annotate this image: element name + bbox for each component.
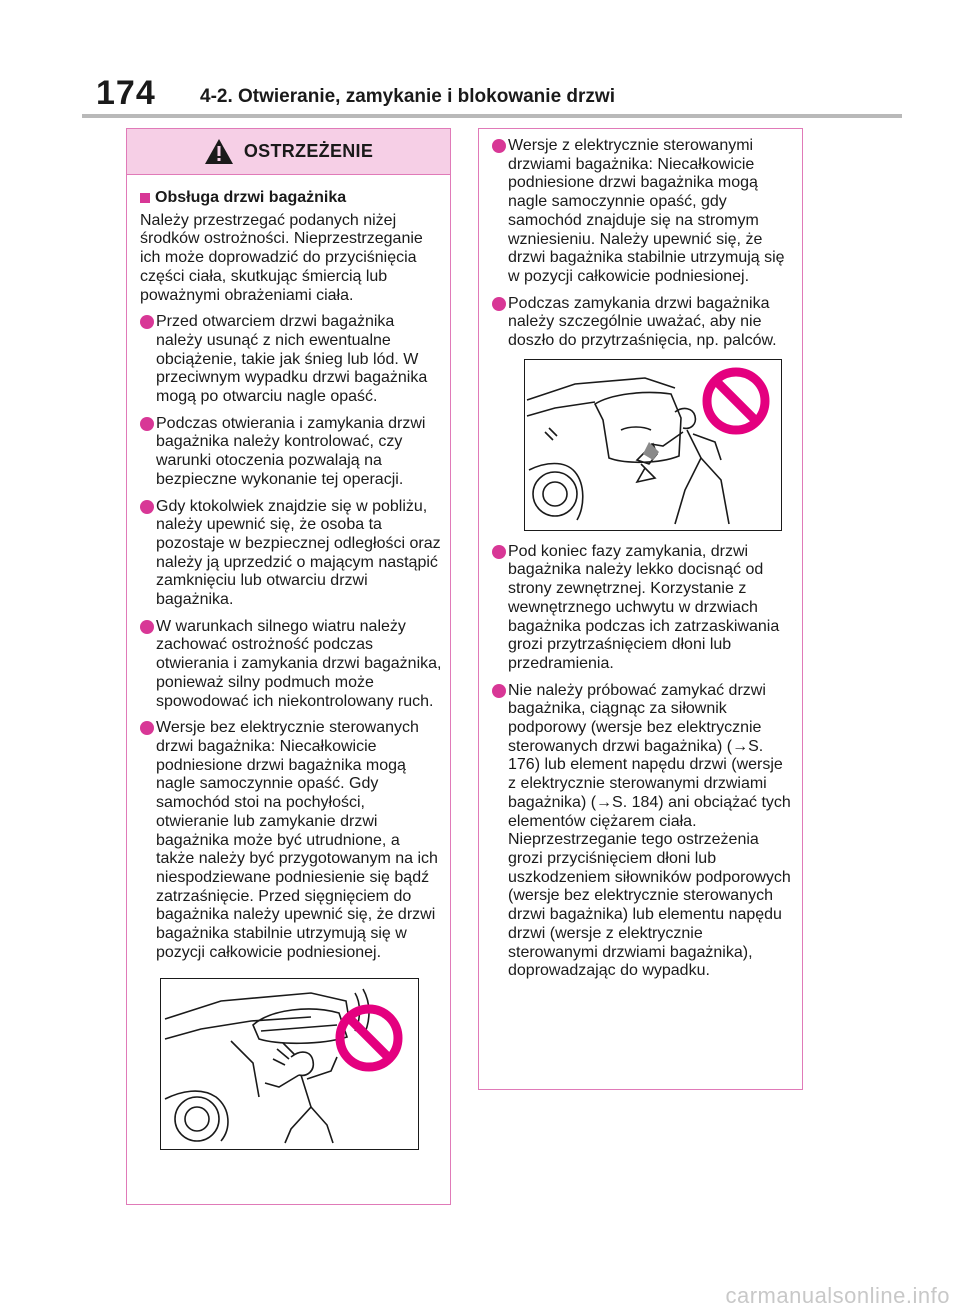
bullet-dot-icon xyxy=(140,315,154,329)
list-item-text: Podczas otwierania i zamykania drzwi bagażnika należy kontrolować, czy warunki otoczenia pozwalają na bezpieczne wykonanie tej operacji. xyxy=(156,414,426,488)
header-rule xyxy=(82,114,902,118)
bullet-dot-icon xyxy=(492,139,506,153)
list-item-text: Nie należy próbować zamykać drzwi bagażnika, ciągnąc za siłownik podporowy (wersje bez elektrycznie sterowanych drzwi bagażnika) (→S. 176) lub element napędu drzwi (wersje z elektrycznie sterowanymi drzwiami bagażnika) (→S. 184) ani obciążać tych elementów ciężarem ciała. Nieprzestrzeganie tego ostrzeżenia grozi przyciśnięciem dłoni lub uszkodzeniem siłowników podporowych (wersje bez elektrycznie sterowanych drzwi bagażnika) lub elementu napędu drzwi (wersje z elektrycznie sterowanymi drzwiami bagażnika), doprowadzając do wypadku. xyxy=(508,681,791,980)
prohibited-icon xyxy=(334,1003,404,1073)
watermark: carmanualsonline.info xyxy=(725,1283,950,1308)
warning-section-title xyxy=(140,189,442,208)
list-item xyxy=(140,313,442,407)
illustration-tailgate-head xyxy=(160,978,419,1150)
list-item-text: W warunkach silnego wiatru należy zachować ostrożność podczas otwierania i zamykania drzwi bagażnika, ponieważ silny podmuch może spowodować ich niekontrolowany ruch. xyxy=(156,617,442,710)
section-header-title: 4-2. Otwieranie, zamykanie i blokowanie drzwi xyxy=(200,86,615,107)
bullet-dot-icon xyxy=(140,500,154,514)
warning-box-left xyxy=(126,128,451,1205)
warning-box-right xyxy=(478,128,803,1090)
list-item-text: Pod koniec fazy zamykania, drzwi bagażnika należy lekko docisnąć od strony zewnętrznej. Korzystanie z wewnętrznego uchwytu w drzwiach bagażnika podczas ich zatrzaskiwania grozi przytrzaśnięciem dłoni lub przedramienia. xyxy=(508,542,780,672)
list-item xyxy=(492,682,794,981)
warning-triangle-icon xyxy=(204,138,234,165)
bullet-dot-icon xyxy=(140,417,154,431)
square-bullet-icon xyxy=(140,193,150,203)
list-item-text: Przed otwarciem drzwi bagażnika należy usunąć z nich ewentualne obciążenie, takie jak śnieg lub lód. W przeciwnym wypadku drzwi bagażnika mogą po otwarciu nagle opaść. xyxy=(156,313,428,406)
list-item xyxy=(492,543,794,674)
bullet-dot-icon xyxy=(140,721,154,735)
warning-content-right xyxy=(479,129,802,981)
page-number: 174 xyxy=(96,74,156,112)
list-item xyxy=(140,498,442,610)
list-item xyxy=(140,719,442,962)
list-item-text: Wersje bez elektrycznie sterowanych drzwi bagażnika: Niecałkowicie podniesione drzwi bagażnika mogą nagle samoczynnie opaść. Gdy samochód stoi na pochyłości, otwieranie lub zamykanie drzwi bagażnika może być utrudnione, a także należy być przygotowanym na ich niespodziewane podniesienie się bądź zatrzaśnięcie. Przed sięgnięciem do bagażnika należy upewnić się, że drzwi bagażnika stabilnie utrzymują się w pozycji całkowicie podniesionej. xyxy=(156,719,438,961)
prohibited-icon xyxy=(701,366,771,436)
warning-content-left xyxy=(127,175,450,1150)
bullet-dot-icon xyxy=(492,545,506,559)
list-item xyxy=(492,295,794,351)
list-item xyxy=(492,137,794,287)
list-item-text: Podczas zamykania drzwi bagażnika należy szczególnie uważać, aby nie doszło do przytrzaśnięcia, np. palców. xyxy=(508,294,777,350)
list-item-text: Gdy ktokolwiek znajdzie się w pobliżu, należy upewnić się, że osoba ta pozostaje w bezpiecznej odległości oraz należy ją uprzedzić o mającym nastąpić zamknięciu lub otwarciu drzwi bagażnika. xyxy=(156,497,441,609)
warning-header xyxy=(127,129,450,175)
bullet-dot-icon xyxy=(492,297,506,311)
list-item xyxy=(140,415,442,490)
warning-intro: Należy przestrzegać podanych niżej środków ostrożności. Nieprzestrzeganie ich może doprowadzić do przyciśnięcia części ciała, skutkując śmiercią lub poważnymi obrażeniami ciała. xyxy=(140,211,423,304)
bullet-dot-icon xyxy=(140,620,154,634)
illustration-tailgate-fingers xyxy=(524,359,782,531)
warning-title: OSTRZEŻENIE xyxy=(243,141,374,161)
bullet-dot-icon xyxy=(492,684,506,698)
list-item-text: Wersje z elektrycznie sterowanymi drzwiami bagażnika: Niecałkowicie podniesione drzwi bagażnika mogą nagle samoczynnie opaść, gdy samochód znajduje się na stromym wzniesieniu. Należy upewnić się, że drzwi bagażnika stabilnie utrzymują się w pozycji całkowicie podniesionej. xyxy=(508,137,785,285)
list-item xyxy=(140,618,442,712)
warning-section-title-text: Obsługa drzwi bagażnika xyxy=(155,189,347,206)
